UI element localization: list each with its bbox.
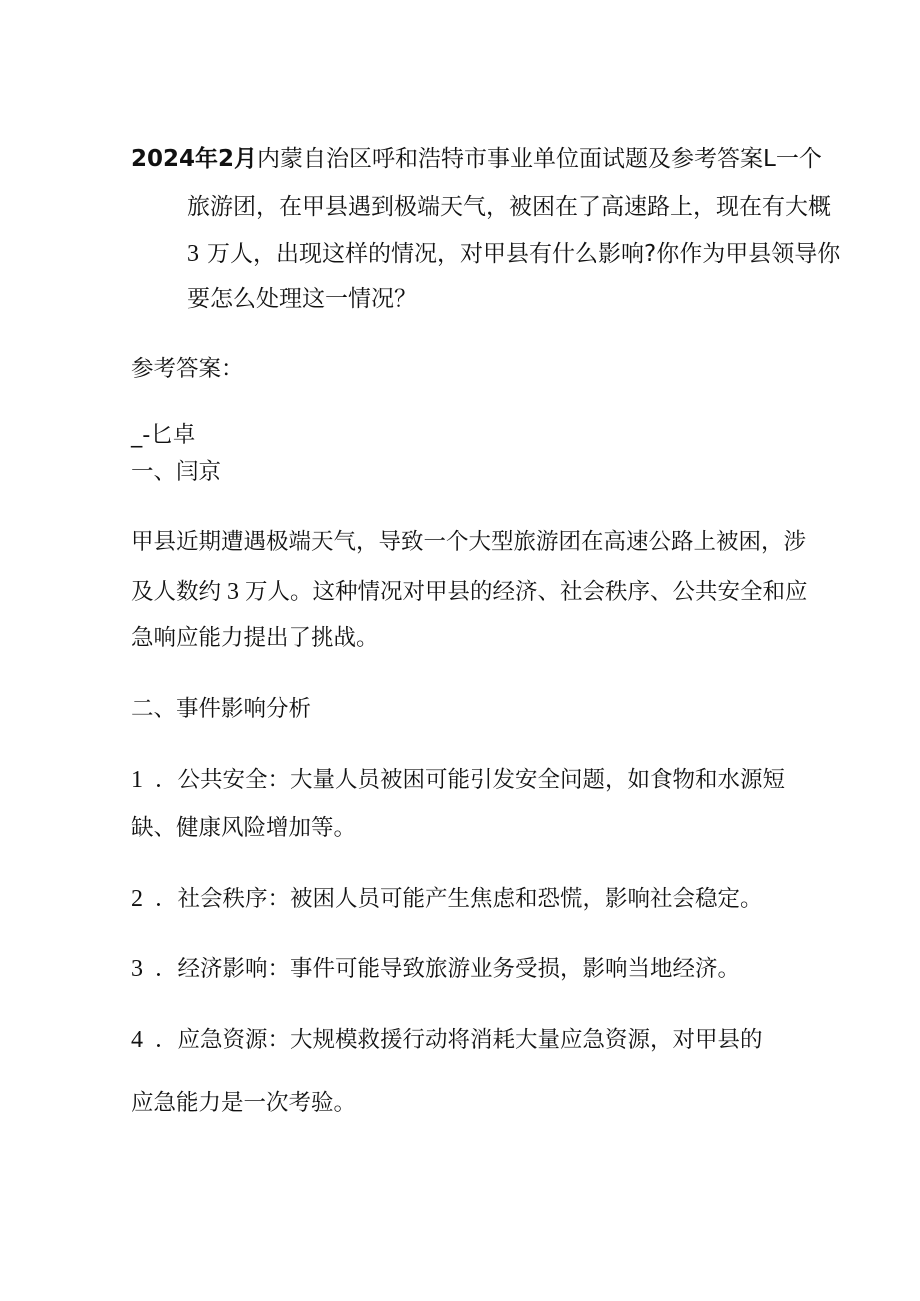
para-text-a: 及人数约 <box>131 579 222 605</box>
question-date: 2024年2月 <box>131 146 258 172</box>
list-item-1-text: ．公共安全：大量人员被困可能引发安全问题，如食物和水源短 <box>155 767 786 793</box>
question-line-4: 要怎么处理这一情况？ <box>187 286 417 312</box>
question-number: 3 <box>187 241 199 267</box>
para-number: 3 <box>227 579 240 605</box>
list-item-3-text: ．经济影响：事件可能导致旅游业务受损，影响当地经济。 <box>155 956 741 982</box>
garbled-line: _-匕卓 <box>131 422 196 448</box>
list-item-4-number: 4 <box>131 1027 143 1053</box>
section-2-heading: 二、事件影响分析 <box>131 696 312 722</box>
section-1-heading: 一、闫京 <box>131 459 222 485</box>
list-item-2-text: ．社会秩序：被困人员可能产生焦虑和恐慌，影响社会稳定。 <box>155 886 763 912</box>
question-line-1 <box>131 148 822 171</box>
question-line-3 <box>187 242 840 266</box>
list-item-2-number: 2 <box>131 886 143 912</box>
list-item-3 <box>131 957 740 981</box>
list-item-1-line-2: 缺、健康风险增加等。 <box>131 815 357 841</box>
section-1-para-line-3: 急响应能力提出了挑战。 <box>131 625 379 651</box>
list-item-4-line-1 <box>131 1028 763 1052</box>
question-line-2: 旅游团，在甲县遇到极端天气，被困在了高速路上，现在有大概 <box>187 194 831 220</box>
list-item-1-line-1 <box>131 768 785 792</box>
section-1-para-line-1: 甲县近期遭遇极端天气，导致一个大型旅游团在高速公路上被困，涉 <box>131 529 807 555</box>
question-title-text: 内蒙自治区呼和浩特市事业单位面试题及参考答案L一个 <box>257 146 822 172</box>
list-item-1-number: 1 <box>131 767 143 793</box>
answer-label: 参考答案： <box>131 356 244 382</box>
para-text-b: 万人。这种情况对甲县的经济、社会秩序、公共安全和应 <box>245 579 808 605</box>
list-item-4-line-2: 应急能力是一次考验。 <box>131 1090 357 1116</box>
question-line-3-text: 万人，出现这样的情况，对甲县有什么影响?你作为甲县领导你 <box>207 241 841 267</box>
list-item-2 <box>131 887 763 911</box>
list-item-4-text: ．应急资源：大规模救援行动将消耗大量应急资源，对甲县的 <box>155 1027 763 1053</box>
section-1-para-line-2 <box>131 580 808 604</box>
list-item-3-number: 3 <box>131 956 143 982</box>
